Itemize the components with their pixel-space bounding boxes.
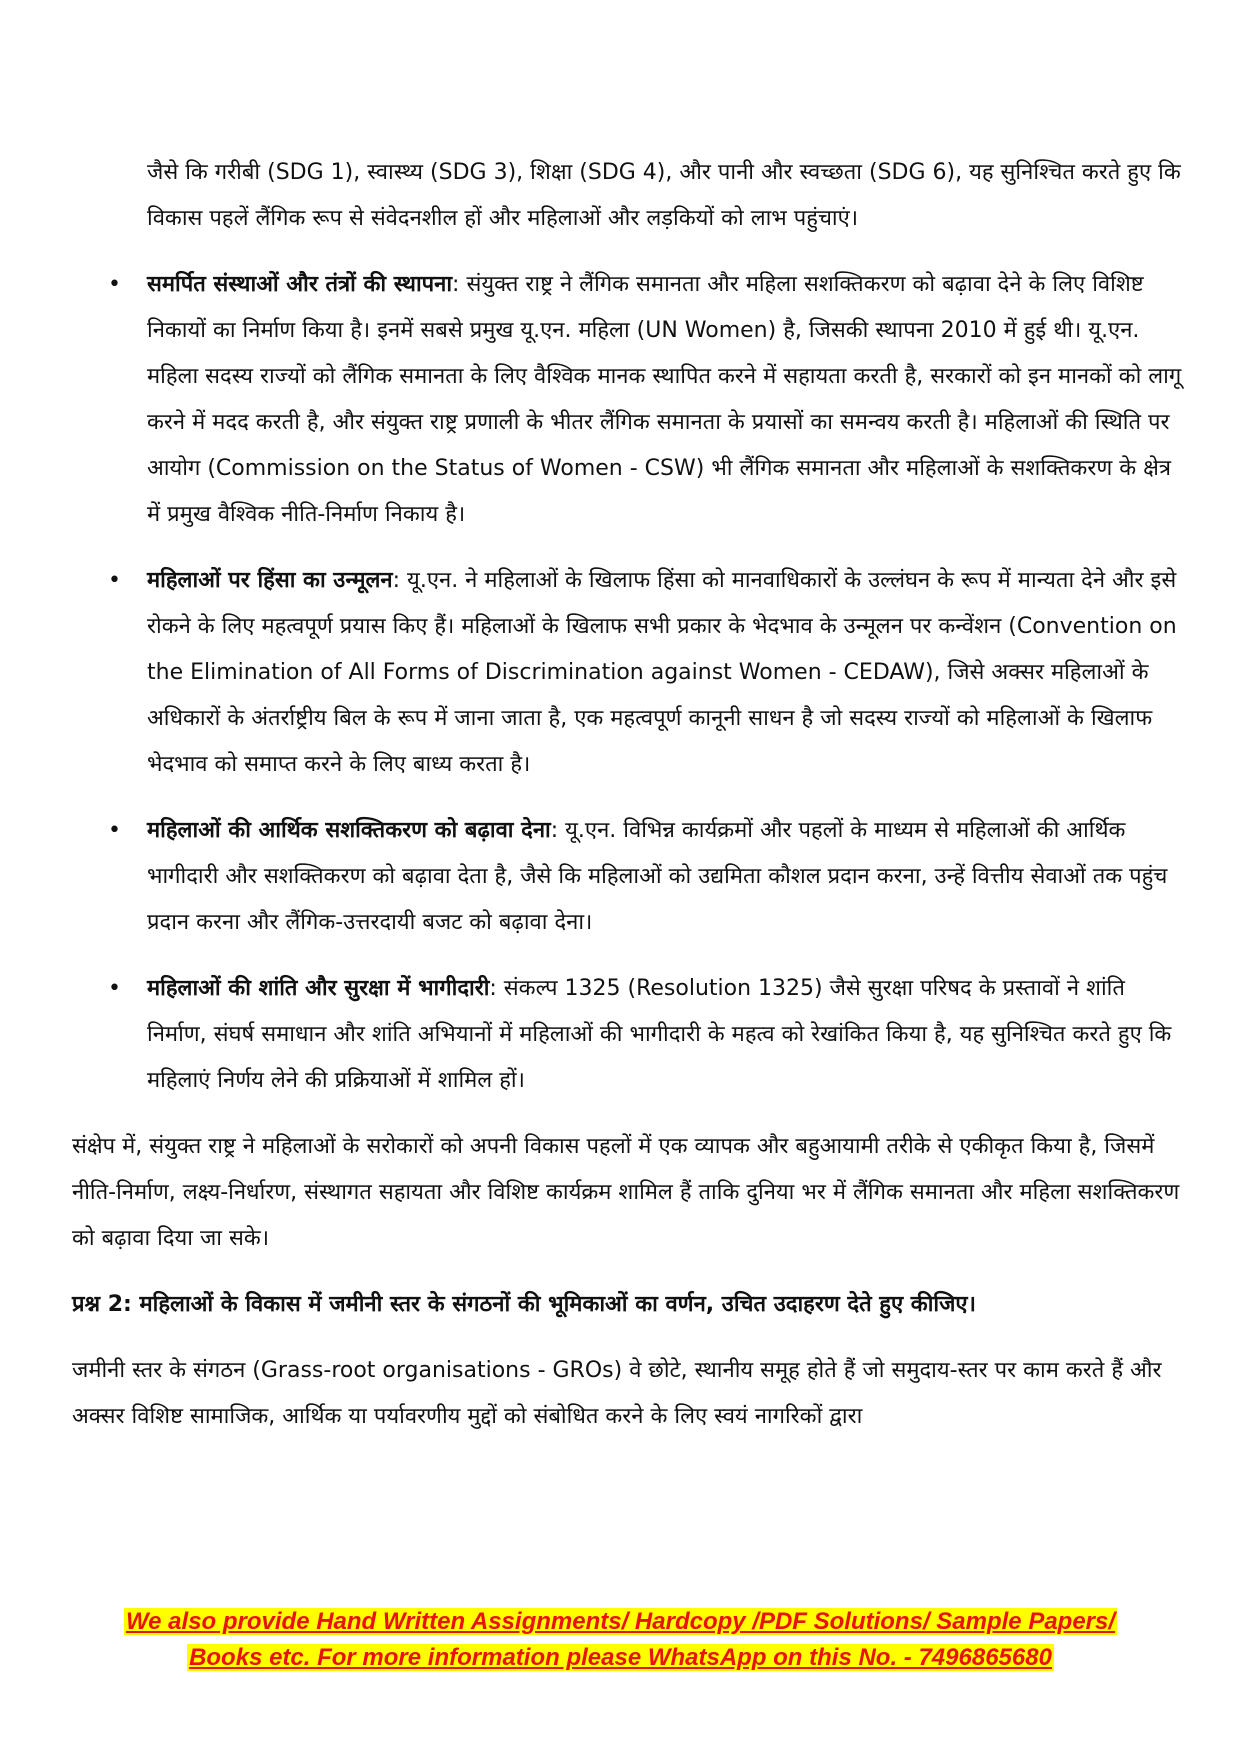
footer-line-2: Books etc. For more information please WhatsApp on this No. - 7496865680 (189, 1644, 1052, 1671)
bullet-icon: • (108, 818, 121, 843)
question-heading: प्रश्न 2: महिलाओं के विकास में जमीनी स्तर के संगठनों की भूमिकाओं का वर्णन, उचित उदाहरण देते हुए कीजिए। (72, 1292, 976, 1317)
bullet-text: : संयुक्त राष्ट्र ने लैंगिक समानता और महिला सशक्तिकरण को बढ़ावा देने के लिए विशिष्ट निकायों का निर्माण किया है। इनमें सबसे प्रमुख यू.एन. महिला (UN Women) है, जिसकी स्थापना 2010 में हुई थी। यू.एन. महिला सदस्य राज्यों को लैंगिक समानता के लिए वैश्विक मानक स्थापित करने में सहायता करती है, सरकारों को इन मानकों को लागू करने में मदद करती है, और संयुक्त राष्ट्र प्रणाली के भीतर लैंगिक समानता के प्रयासों का समन्वय करती है। महिलाओं की स्थिति पर आयोग (Commission on the Status of Women - CSW) भी लैंगिक समानता और महिलाओं के सशक्तिकरण के क्षेत्र में प्रमुख वैश्विक नीति-निर्माण निकाय है। (147, 272, 1182, 527)
continuation-paragraph: जैसे कि गरीबी (SDG 1), स्वास्थ्य (SDG 3), शिक्षा (SDG 4), और पानी और स्वच्छता (SDG 6), यह सुनिश्चित करते हुए कि विकास पहलें लैंगिक रूप से संवेदनशील हों और महिलाओं और लड़कियों को लाभ पहुंचाएं। (147, 160, 1181, 231)
bullet-heading: महिलाओं पर हिंसा का उन्मूलन (147, 568, 393, 593)
bullet-text: : संकल्प 1325 (Resolution 1325) जैसे सुरक्षा परिषद के प्रस्तावों ने शांति निर्माण, संघर्ष समाधान और शांति अभियानों में महिलाओं की भागीदारी के महत्व को रेखांकित किया है, यह सुनिश्चित करते हुए कि महिलाएं निर्णय लेने की प्रक्रियाओं में शामिल हों। (147, 976, 1172, 1093)
bullet-item (72, 558, 1182, 788)
bullet-list (72, 262, 1182, 1104)
bullet-text: : यू.एन. ने महिलाओं के खिलाफ हिंसा को मानवाधिकारों के उल्लंघन के रूप में मान्यता देने और इसे रोकने के लिए महत्वपूर्ण प्रयास किए हैं। महिलाओं के खिलाफ सभी प्रकार के भेदभाव के उन्मूलन पर कन्वेंशन (Convention on the Elimination of All Forms of Discrimination against Women - CEDAW), जिसे अक्सर महिलाओं के अधिकारों के अंतर्राष्ट्रीय बिल के रूप में जाना जाता है, एक महत्वपूर्ण कानूनी साधन है जो सदस्य राज्यों को महिलाओं के खिलाफ भेदभाव को समाप्त करने के लिए बाध्य करता है। (147, 568, 1177, 777)
footer-promo (0, 1604, 1241, 1676)
answer-paragraph: जमीनी स्तर के संगठन (Grass-root organisations - GROs) वे छोटे, स्थानीय समूह होते हैं जो समुदाय-स्तर पर काम करते हैं और अक्सर विशिष्ट सामाजिक, आर्थिक या पर्यावरणीय मुद्दों को संबोधित करने के लिए स्वयं नागरिकों द्वारा (72, 1358, 1162, 1429)
bullet-heading: महिलाओं की आर्थिक सशक्तिकरण को बढ़ावा देना (147, 818, 551, 843)
bullet-heading: महिलाओं की शांति और सुरक्षा में भागीदारी (147, 976, 490, 1001)
bullet-text: : यू.एन. विभिन्न कार्यक्रमों और पहलों के माध्यम से महिलाओं की आर्थिक भागीदारी और सशक्तिकरण को बढ़ावा देता है, जैसे कि महिलाओं को उद्यमिता कौशल प्रदान करना, उन्हें वित्तीय सेवाओं तक पहुंच प्रदान करना और लैंगिक-उत्तरदायी बजट को बढ़ावा देना। (147, 818, 1168, 935)
bullet-item (72, 808, 1182, 946)
summary-paragraph: संक्षेप में, संयुक्त राष्ट्र ने महिलाओं के सरोकारों को अपनी विकास पहलों में एक व्यापक और बहुआयामी तरीके से एकीकृत किया है, जिसमें नीति-निर्माण, लक्ष्य-निर्धारण, संस्थागत सहायता और विशिष्ट कार्यक्रम शामिल हैं ताकि दुनिया भर में लैंगिक समानता और महिला सशक्तिकरण को बढ़ावा दिया जा सके। (72, 1134, 1180, 1251)
page-body (72, 150, 1182, 1460)
footer-line-1: We also provide Hand Written Assignments/ Hardcopy /PDF Solutions/ Sample Papers/ (125, 1608, 1116, 1635)
bullet-item (72, 262, 1182, 538)
bullet-item (72, 966, 1182, 1104)
bullet-icon: • (108, 568, 121, 593)
bullet-heading: समर्पित संस्थाओं और तंत्रों की स्थापना (147, 272, 453, 297)
bullet-icon: • (108, 976, 121, 1001)
bullet-icon: • (108, 272, 121, 297)
